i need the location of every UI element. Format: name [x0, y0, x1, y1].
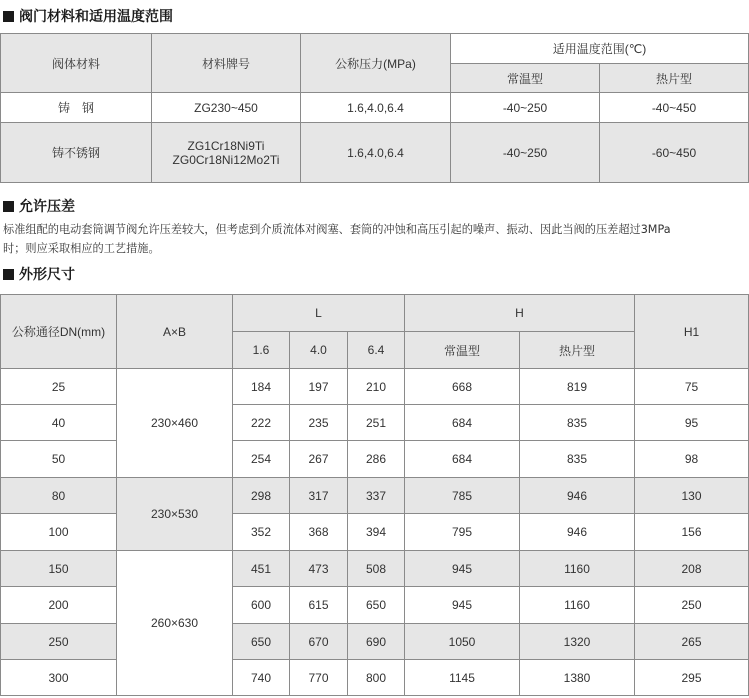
dimensions-table [0, 294, 749, 696]
header-L-4-0: 4.0 [290, 332, 348, 369]
cell-grade: ZG230~450 [152, 93, 301, 123]
grade-line-2: ZG0Cr18Ni12Mo2Ti [172, 152, 280, 167]
cell-l2: 267 [290, 441, 348, 478]
cell-pressure: 1.6,4.0,6.4 [301, 123, 451, 183]
header-nominal-pressure: 公称压力(MPa) [301, 34, 451, 93]
grade-line-1: ZG1Cr18Ni9Ti [187, 138, 265, 153]
cell-h-normal: 684 [405, 441, 520, 478]
header-material-grade: 材料牌号 [152, 34, 301, 93]
cell-l1: 352 [233, 514, 290, 551]
cell-h-fin: 819 [520, 369, 635, 405]
header-temp-range: 适用温度范围(℃) [451, 34, 749, 64]
header-L-6-4: 6.4 [348, 332, 405, 369]
cell-h1: 95 [635, 405, 749, 441]
cell-dn: 40 [1, 405, 117, 441]
cell-l3: 286 [348, 441, 405, 478]
square-bullet-icon [3, 11, 14, 22]
header-H-normal: 常温型 [405, 332, 520, 369]
header-axb: A×B [117, 295, 233, 369]
header-H-fin: 热片型 [520, 332, 635, 369]
cell-l2: 368 [290, 514, 348, 551]
table-row [1, 551, 749, 587]
cell-l1: 184 [233, 369, 290, 405]
cell-l3: 508 [348, 551, 405, 587]
cell-normal-temp: -40~250 [451, 123, 600, 183]
header-L-1-6: 1.6 [233, 332, 290, 369]
cell-h-normal: 684 [405, 405, 520, 441]
cell-l1: 254 [233, 441, 290, 478]
cell-dn: 200 [1, 587, 117, 624]
materials-table [0, 33, 749, 183]
cell-l1: 740 [233, 660, 290, 696]
cell-dn: 100 [1, 514, 117, 551]
cell-h-fin: 1160 [520, 587, 635, 624]
cell-h1: 130 [635, 478, 749, 514]
cell-axb: 230×460 [117, 369, 233, 478]
header-fin-type: 热片型 [600, 64, 749, 93]
cell-l2: 473 [290, 551, 348, 587]
cell-l3: 394 [348, 514, 405, 551]
cell-h-normal: 1145 [405, 660, 520, 696]
cell-h-fin: 946 [520, 514, 635, 551]
cell-material: 铸 钢 [1, 93, 152, 123]
square-bullet-icon [3, 269, 14, 280]
cell-l3: 650 [348, 587, 405, 624]
header-H: H [405, 295, 635, 332]
cell-h-fin: 946 [520, 478, 635, 514]
cell-h1: 156 [635, 514, 749, 551]
table-row [1, 514, 749, 551]
cell-l3: 690 [348, 624, 405, 660]
cell-h-fin: 1320 [520, 624, 635, 660]
cell-h-normal: 668 [405, 369, 520, 405]
cell-h-normal: 785 [405, 478, 520, 514]
cell-h-normal: 945 [405, 587, 520, 624]
description-line-2: 时；则应采取相应的工艺措施。 [3, 242, 160, 255]
cell-dn: 150 [1, 551, 117, 587]
cell-material: 铸不锈钢 [1, 123, 152, 183]
table-row [1, 660, 749, 696]
cell-h-fin: 835 [520, 441, 635, 478]
cell-l2: 670 [290, 624, 348, 660]
cell-dn: 300 [1, 660, 117, 696]
cell-l1: 222 [233, 405, 290, 441]
section-title-materials [3, 6, 173, 26]
cell-l2: 197 [290, 369, 348, 405]
cell-h1: 208 [635, 551, 749, 587]
cell-l3: 337 [348, 478, 405, 514]
cell-normal-temp: -40~250 [451, 93, 600, 123]
table-row [1, 405, 749, 441]
cell-l2: 615 [290, 587, 348, 624]
table-row [1, 478, 749, 514]
header-L: L [233, 295, 405, 332]
header-dn: 公称通径DN(mm) [1, 295, 117, 369]
cell-pressure: 1.6,4.0,6.4 [301, 93, 451, 123]
cell-h1: 75 [635, 369, 749, 405]
pressure-description [3, 220, 748, 258]
table-row [1, 441, 749, 478]
cell-dn: 250 [1, 624, 117, 660]
table-row [1, 123, 749, 183]
cell-l3: 251 [348, 405, 405, 441]
section-title-allowable-pressure [3, 196, 75, 216]
cell-h-normal: 1050 [405, 624, 520, 660]
description-line-1: 标准组配的电动套筒调节阀允许压差较大，但考虑到介质流体对阀塞、套筒的冲蚀和高压引起的噪声、振动、因此当阀的压差超过3MPa [3, 223, 671, 236]
cell-l2: 317 [290, 478, 348, 514]
cell-l2: 235 [290, 405, 348, 441]
cell-h-fin: 1380 [520, 660, 635, 696]
table-row [1, 587, 749, 624]
cell-l3: 210 [348, 369, 405, 405]
cell-fin-temp: -60~450 [600, 123, 749, 183]
section-title-text: 允许压差 [19, 199, 75, 215]
section-title-text: 阀门材料和适用温度范围 [19, 9, 173, 25]
section-title-dimensions [3, 264, 75, 284]
cell-h-normal: 795 [405, 514, 520, 551]
cell-h-normal: 945 [405, 551, 520, 587]
section-title-text: 外形尺寸 [19, 267, 75, 283]
cell-h1: 98 [635, 441, 749, 478]
cell-l1: 600 [233, 587, 290, 624]
header-body-material: 阀体材料 [1, 34, 152, 93]
cell-h-fin: 1160 [520, 551, 635, 587]
cell-h-fin: 835 [520, 405, 635, 441]
cell-grade [152, 123, 301, 183]
cell-dn: 80 [1, 478, 117, 514]
cell-l1: 650 [233, 624, 290, 660]
cell-l1: 298 [233, 478, 290, 514]
cell-axb: 260×630 [117, 551, 233, 696]
table-row [1, 624, 749, 660]
table-row [1, 93, 749, 123]
cell-h1: 265 [635, 624, 749, 660]
header-normal-type: 常温型 [451, 64, 600, 93]
table-row [1, 369, 749, 405]
cell-fin-temp: -40~450 [600, 93, 749, 123]
cell-axb: 230×530 [117, 478, 233, 551]
cell-dn: 25 [1, 369, 117, 405]
square-bullet-icon [3, 201, 14, 212]
cell-h1: 295 [635, 660, 749, 696]
cell-l3: 800 [348, 660, 405, 696]
cell-l2: 770 [290, 660, 348, 696]
header-H1: H1 [635, 295, 749, 369]
cell-l1: 451 [233, 551, 290, 587]
cell-dn: 50 [1, 441, 117, 478]
cell-h1: 250 [635, 587, 749, 624]
